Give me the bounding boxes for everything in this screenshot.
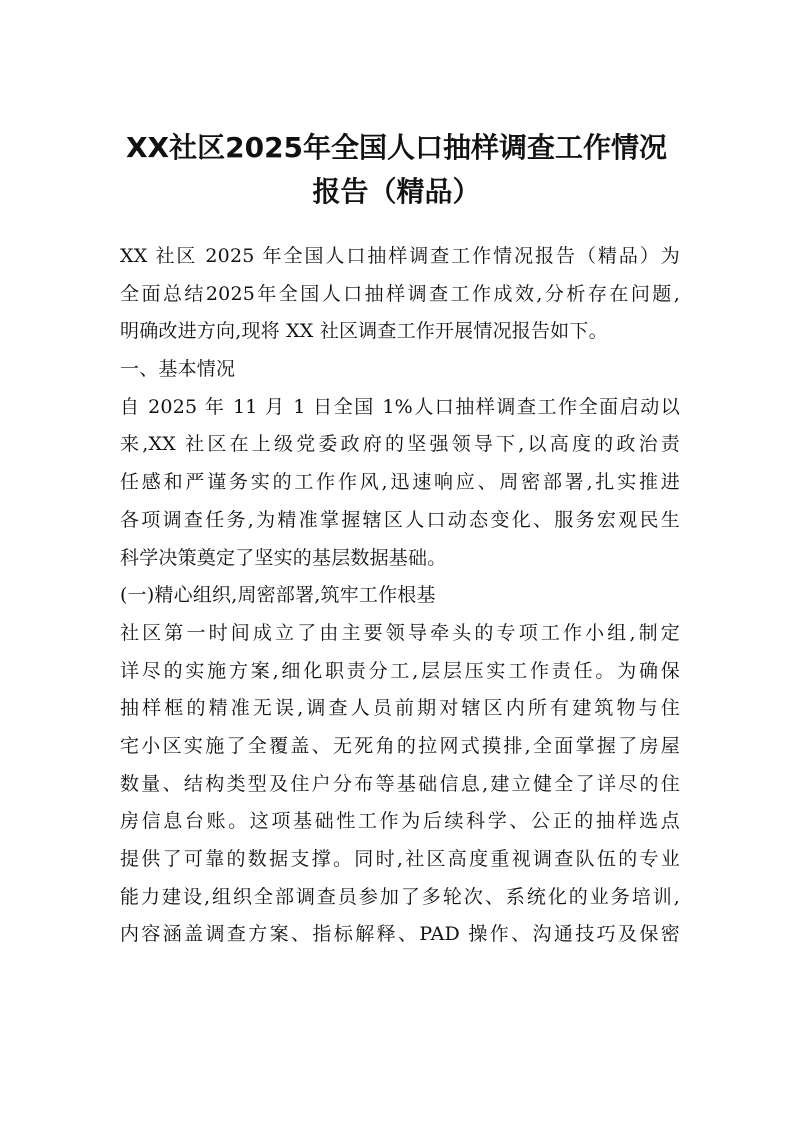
body-line-8: 各项调查任务,为精准掌握辖区人口动态变化、服务宏观民生 (120, 508, 680, 531)
body-line-16: 房信息台账。这项基础性工作为后续科学、公正的抽样选点 (120, 810, 680, 833)
body-line-6: 来,XX 社区在上级党委政府的坚强领导下,以高度的政治责 (120, 433, 680, 456)
document-title-line-1: XX社区2025年全国人口抽样调查工作情况 (125, 131, 668, 164)
body-line-19: 内容涵盖调查方案、指标解释、PAD 操作、沟通技巧及保密 (120, 923, 680, 946)
body-line-3: 明确改进方向,现将 XX 社区调查工作开展情况报告如下。 (120, 320, 608, 343)
body-line-5: 自 2025 年 11 月 1 日全国 1%人口抽样调查工作全面启动以 (120, 395, 680, 418)
body-line-17: 提供了可靠的数据支撑。同时,社区高度重视调查队伍的专业 (120, 848, 680, 870)
body-line-2: 全面总结2025年全国人口抽样调查工作成效,分析存在问题, (120, 282, 680, 305)
body-line-13: 抽样框的精准无误,调查人员前期对辖区内所有建筑物与住 (120, 697, 680, 720)
subsection-heading-1: (一)精心组织,周密部署,筑牢工作根基 (120, 584, 436, 607)
body-line-7: 任感和严谨务实的工作作风,迅速响应、周密部署,扎实推进 (120, 471, 680, 494)
document-body (120, 238, 680, 954)
body-line-18: 能力建设,组织全部调查员参加了多轮次、系统化的业务培训, (120, 885, 680, 908)
document-title-line-2: 报告（精品） (312, 175, 481, 208)
body-line-14: 宅小区实施了全覆盖、无死角的拉网式摸排,全面掌握了房屋 (120, 734, 680, 757)
body-line-12: 详尽的实施方案,细化职责分工,层层压实工作责任。为确保 (120, 659, 680, 682)
body-line-15: 数量、结构类型及住户分布等基础信息,建立健全了详尽的住 (120, 772, 680, 795)
body-line-11: 社区第一时间成立了由主要领导牵头的专项工作小组,制定 (120, 621, 680, 644)
body-line-9: 科学决策奠定了坚实的基层数据基础。 (120, 546, 447, 569)
body-line-1: XX 社区 2025 年全国人口抽样调查工作情况报告（精品）为 (120, 245, 680, 267)
section-heading-basic-situation: 一、基本情况 (120, 358, 236, 381)
